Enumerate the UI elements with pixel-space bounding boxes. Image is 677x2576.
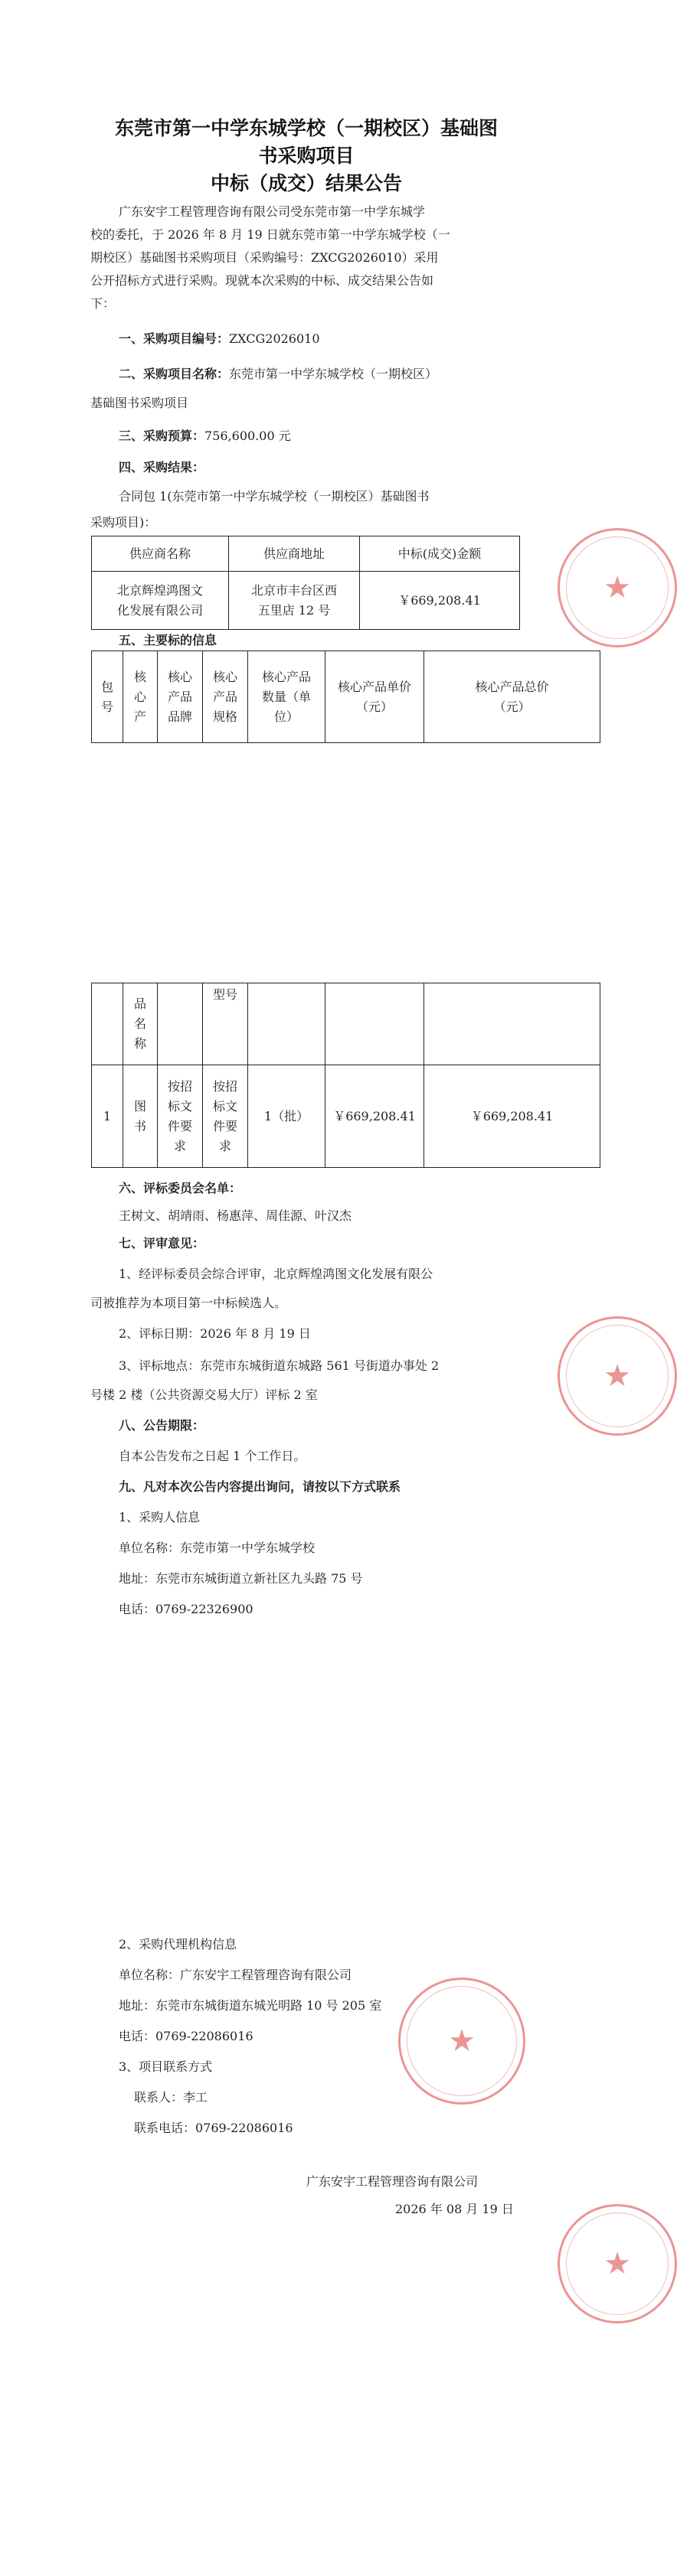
budget-value: 756,600.00 元	[204, 429, 291, 443]
cont-product-name	[123, 983, 158, 1065]
section-6-label: 六、评标委员会名单：	[119, 1181, 242, 1195]
section-1	[119, 328, 320, 351]
agency-phone: 电话：0769-22086016	[119, 2029, 253, 2043]
seal-1-star-icon: ★	[603, 570, 631, 605]
item-name-1: 书	[133, 1118, 146, 1133]
items-table-header	[92, 651, 600, 743]
section-8-label: 八、公告期限：	[119, 1418, 205, 1433]
h-brand-0: 核心	[167, 669, 192, 684]
h-total-0: 核心产品总价	[475, 679, 549, 694]
h-spec-2: 规格	[212, 709, 237, 724]
section-3-label: 三、采购预算：	[119, 429, 205, 443]
seal-3-star-icon: ★	[603, 2246, 631, 2281]
item-brand-0: 按招	[167, 1078, 192, 1094]
item-product-brand	[158, 1065, 203, 1168]
item-brand-2: 件要	[167, 1118, 192, 1133]
item-quantity: 1（批）	[248, 1065, 325, 1168]
cont-product-brand	[158, 983, 203, 1065]
contact-phone: 联系电话：0769-22086016	[134, 2121, 293, 2135]
h-price-0: 核心产品单价	[337, 679, 411, 694]
purchaser-address: 地址：东莞市东城街道立新社区九头路 75 号	[119, 1571, 363, 1586]
purchaser-head: 1、采购人信息	[119, 1510, 201, 1524]
sign-company: 广东安宇工程管理咨询有限公司	[306, 2174, 479, 2189]
header-supplier-name: 供应商名称	[92, 536, 229, 572]
items-table-header-cont	[92, 983, 600, 1065]
section-1-label: 一、采购项目编号：	[119, 331, 230, 346]
package-line2: 采购项目)：	[90, 515, 157, 530]
items-table-part1	[91, 651, 600, 743]
h-no-1: 号	[100, 699, 113, 714]
item-product-spec	[203, 1065, 248, 1168]
h-spec-0: 核心	[212, 669, 237, 684]
cont-unit-price	[325, 983, 424, 1065]
section-7-label: 七、评审意见：	[119, 1236, 205, 1251]
purchaser-unit: 单位名称：东莞市第一中学东城学校	[119, 1541, 316, 1555]
cont-total-price	[424, 983, 600, 1065]
project-name-cont: 基础图书采购项目	[90, 396, 189, 410]
h-price-1: （元）	[355, 699, 393, 714]
items-table-row	[92, 1065, 600, 1168]
h-brand-1: 产品	[167, 689, 192, 704]
header-unit-price	[325, 651, 424, 743]
h-name-2: 产	[133, 709, 146, 724]
official-seal-1	[558, 528, 677, 647]
doc-title-line1: 东莞市第一中学东城学校（一期校区）基础图	[114, 117, 498, 139]
item-total-price: ￥669,208.41	[424, 1065, 600, 1168]
intro-line3: 期校区）基础图书采购项目（采购编号：ZXCG2026010）采用	[90, 250, 439, 265]
cont-package-no	[92, 983, 123, 1065]
section-2-label: 二、采购项目名称：	[119, 367, 230, 381]
section-9-label: 九、凡对本次公告内容提出询问，请按以下方式联系	[119, 1479, 401, 1494]
purchaser-phone: 电话：0769-22326900	[119, 1602, 253, 1616]
review-place-l1: 3、评标地点：东莞市东城街道东城路 561 号街道办事处 2	[119, 1358, 440, 1373]
header-amount: 中标(成交)金额	[360, 536, 520, 572]
result-table	[91, 536, 520, 630]
sign-date: 2026 年 08 月 19 日	[395, 2202, 514, 2216]
review-place-l2: 号楼 2 楼（公共资源交易大厅）评标 2 室	[90, 1387, 318, 1402]
agency-head: 2、采购代理机构信息	[119, 1937, 237, 1952]
supplier-name-l1: 北京辉煌鸿图文	[116, 582, 203, 598]
committee-members: 王树文、胡靖雨、杨惠萍、周佳源、叶汉杰	[119, 1208, 352, 1223]
header-product-spec	[203, 651, 248, 743]
supplier-address-l1: 北京市丰台区西	[250, 582, 337, 598]
section-4-label: 四、采购结果：	[119, 460, 205, 474]
h-spec-1: 产品	[212, 689, 237, 704]
supplier-name-cell	[92, 572, 229, 630]
agency-unit: 单位名称：广东安宇工程管理咨询有限公司	[119, 1968, 352, 1982]
intro-line4: 公开招标方式进行采购。现就本次采购的中标、成交结果公告如	[90, 273, 434, 288]
contact-head: 3、项目联系方式	[119, 2059, 213, 2074]
supplier-address-cell	[229, 572, 360, 630]
project-name: 东莞市第一中学东城学校（一期校区）	[229, 367, 438, 381]
item-spec-0: 按招	[212, 1078, 237, 1094]
item-unit-price: ￥669,208.41	[325, 1065, 424, 1168]
winning-amount-cell: ￥669,208.41	[360, 572, 520, 630]
official-seal-2	[558, 1316, 677, 1436]
item-name-0: 图	[133, 1098, 146, 1114]
doc-title-line3: 中标（成交）结果公告	[210, 172, 402, 194]
header-product-name	[123, 651, 158, 743]
section-3	[119, 425, 291, 448]
item-package-no: 1	[92, 1065, 123, 1168]
c-name-2: 称	[133, 1036, 146, 1051]
project-number: ZXCG2026010	[229, 331, 320, 346]
result-table-header	[92, 536, 520, 572]
seal-2-star-icon: ★	[603, 1358, 631, 1394]
doc-title-line2: 书采购项目	[258, 145, 355, 167]
items-table-part2	[91, 983, 600, 1168]
c-name-1: 名	[133, 1016, 146, 1031]
intro-line5: 下：	[90, 296, 116, 311]
header-supplier-address: 供应商地址	[229, 536, 360, 572]
item-brand-3: 求	[173, 1138, 186, 1153]
official-seal-3	[558, 2204, 677, 2323]
cont-product-qty	[248, 983, 325, 1065]
company-seal-star-icon: ★	[448, 2023, 476, 2059]
notice-period: 自本公告发布之日起 1 个工作日。	[119, 1449, 306, 1463]
c-name-0: 品	[133, 996, 146, 1011]
review-p1-l2: 司被推荐为本项目第一中标候选人。	[90, 1296, 287, 1310]
h-qty-2: 位）	[273, 709, 299, 724]
item-spec-3: 求	[218, 1138, 231, 1153]
item-product-name	[123, 1065, 158, 1168]
agency-address: 地址：东莞市东城街道东城光明路 10 号 205 室	[119, 1998, 382, 2013]
header-total-price	[424, 651, 600, 743]
h-name-1: 心	[133, 689, 146, 704]
contact-person: 联系人：李工	[134, 2090, 208, 2105]
package-line1: 合同包 1(东莞市第一中学东城学校（一期校区）基础图书	[119, 489, 430, 504]
section-5-label: 五、主要标的信息	[119, 633, 217, 647]
h-total-1: （元）	[493, 699, 531, 714]
cont-product-spec: 型号	[203, 983, 248, 1065]
item-brand-1: 标文	[167, 1098, 192, 1114]
h-qty-0: 核心产品	[261, 669, 311, 684]
section-2	[119, 363, 437, 386]
header-package-no	[92, 651, 123, 743]
h-no-0: 包	[100, 679, 113, 694]
item-spec-1: 标文	[212, 1098, 237, 1114]
item-spec-2: 件要	[212, 1118, 237, 1133]
result-table-row	[92, 572, 520, 630]
h-qty-1: 数量（单	[261, 689, 311, 704]
intro-line1: 广东安宇工程管理咨询有限公司受东莞市第一中学东城学	[119, 204, 426, 219]
review-p1-l1: 1、经评标委员会综合评审，北京辉煌鸿图文化发展有限公	[119, 1267, 433, 1281]
company-seal	[398, 1978, 525, 2105]
header-product-qty	[248, 651, 325, 743]
supplier-address-l2: 五里店 12 号	[257, 602, 331, 618]
h-brand-2: 品牌	[167, 709, 192, 724]
review-date: 2、评标日期：2026 年 8 月 19 日	[119, 1326, 311, 1341]
intro-line2: 校的委托，于 2026 年 8 月 19 日就东莞市第一中学东城学校（一	[90, 227, 450, 242]
h-name-0: 核	[133, 669, 146, 684]
supplier-name-l2: 化发展有限公司	[116, 602, 203, 618]
header-product-brand	[158, 651, 203, 743]
